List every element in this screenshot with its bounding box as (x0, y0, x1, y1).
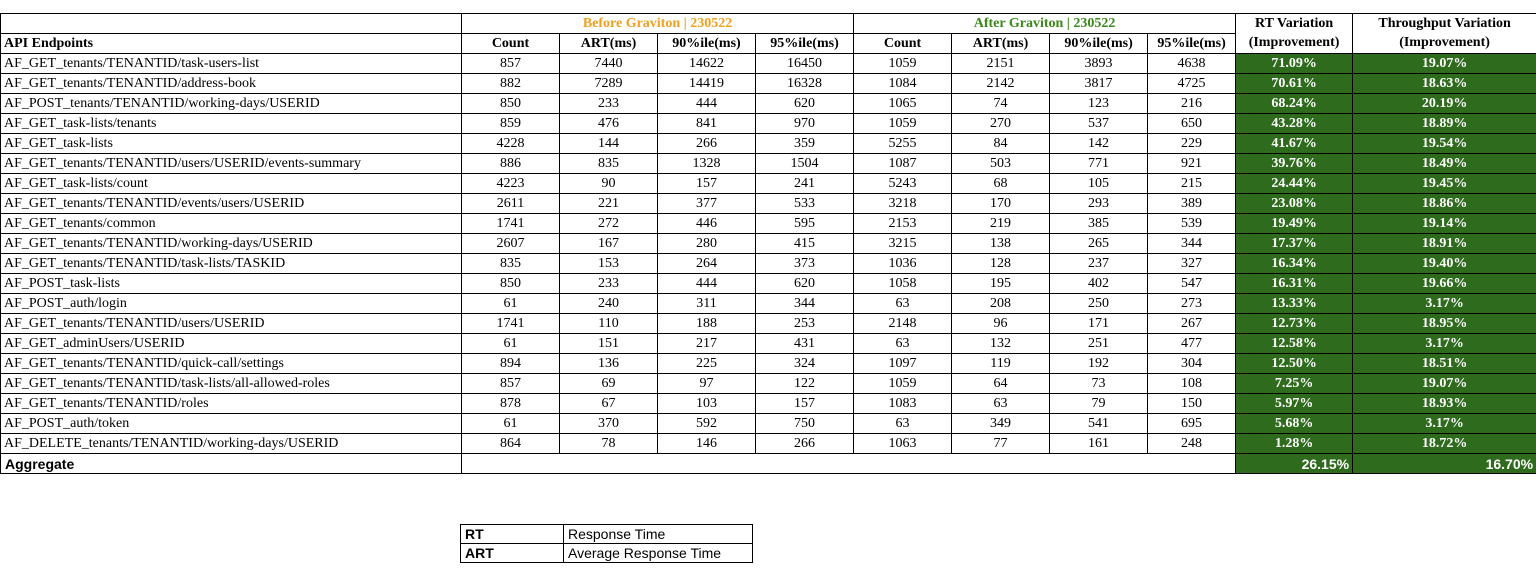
after-p90-cell: 79 (1050, 394, 1148, 414)
throughput-improvement-cell: 19.66% (1353, 274, 1536, 294)
before-count-cell: 850 (462, 274, 560, 294)
after-p95-cell: 327 (1148, 254, 1236, 274)
after-count-cell: 5243 (854, 174, 952, 194)
before-p90-header: 90%ile(ms) (658, 34, 756, 54)
table-row (1, 334, 1536, 354)
after-p90-cell: 142 (1050, 134, 1148, 154)
rt-improvement-cell: 16.31% (1236, 274, 1353, 294)
table-row (1, 314, 1536, 334)
after-art-cell: 77 (952, 434, 1050, 454)
throughput-improvement-cell: 3.17% (1353, 414, 1536, 434)
after-p90-cell: 293 (1050, 194, 1148, 214)
endpoint-cell: AF_GET_tenants/TENANTID/users/USERID (1, 314, 462, 334)
legend-key: RT (461, 525, 564, 544)
before-p95-cell: 16450 (756, 54, 854, 74)
before-p95-cell: 1504 (756, 154, 854, 174)
before-art-cell: 90 (560, 174, 658, 194)
rt-improvement-cell: 19.49% (1236, 214, 1353, 234)
before-count-cell: 4228 (462, 134, 560, 154)
rt-improvement-cell: 12.50% (1236, 354, 1353, 374)
throughput-improvement-cell: 19.54% (1353, 134, 1536, 154)
before-art-cell: 370 (560, 414, 658, 434)
after-p95-cell: 921 (1148, 154, 1236, 174)
rt-improvement-cell: 71.09% (1236, 54, 1353, 74)
table-row (1, 94, 1536, 114)
before-count-header: Count (462, 34, 560, 54)
before-count-cell: 894 (462, 354, 560, 374)
endpoint-cell: AF_POST_task-lists (1, 274, 462, 294)
after-p90-cell: 73 (1050, 374, 1148, 394)
before-p90-cell: 146 (658, 434, 756, 454)
before-p95-cell: 344 (756, 294, 854, 314)
after-p95-cell: 108 (1148, 374, 1236, 394)
before-art-cell: 240 (560, 294, 658, 314)
before-p90-cell: 444 (658, 274, 756, 294)
throughput-improvement-cell: 18.49% (1353, 154, 1536, 174)
after-art-cell: 2142 (952, 74, 1050, 94)
before-count-cell: 857 (462, 54, 560, 74)
before-art-cell: 110 (560, 314, 658, 334)
after-p95-cell: 304 (1148, 354, 1236, 374)
after-count-cell: 2148 (854, 314, 952, 334)
after-p90-cell: 250 (1050, 294, 1148, 314)
endpoint-cell: AF_POST_auth/token (1, 414, 462, 434)
endpoint-cell: AF_GET_tenants/TENANTID/roles (1, 394, 462, 414)
after-count-header: Count (854, 34, 952, 54)
after-art-cell: 138 (952, 234, 1050, 254)
after-art-cell: 84 (952, 134, 1050, 154)
after-count-cell: 1063 (854, 434, 952, 454)
throughput-improvement-cell: 19.07% (1353, 374, 1536, 394)
after-count-cell: 63 (854, 414, 952, 434)
after-p90-cell: 3817 (1050, 74, 1148, 94)
before-p95-cell: 373 (756, 254, 854, 274)
rt-improvement-cell: 12.73% (1236, 314, 1353, 334)
legend-value: Response Time (564, 525, 753, 544)
before-p90-cell: 311 (658, 294, 756, 314)
before-p95-header: 95%ile(ms) (756, 34, 854, 54)
before-p95-cell: 253 (756, 314, 854, 334)
before-p95-cell: 324 (756, 354, 854, 374)
before-p95-cell: 122 (756, 374, 854, 394)
after-art-cell: 503 (952, 154, 1050, 174)
after-p95-header: 95%ile(ms) (1148, 34, 1236, 54)
after-p90-cell: 237 (1050, 254, 1148, 274)
before-count-cell: 1741 (462, 214, 560, 234)
after-p95-cell: 344 (1148, 234, 1236, 254)
before-count-cell: 61 (462, 414, 560, 434)
legend-table (460, 524, 753, 563)
after-art-cell: 132 (952, 334, 1050, 354)
table-row (1, 74, 1536, 94)
before-art-cell: 151 (560, 334, 658, 354)
throughput-improvement-cell: 18.89% (1353, 114, 1536, 134)
throughput-improvement-cell: 18.91% (1353, 234, 1536, 254)
endpoint-cell: AF_GET_tenants/TENANTID/users/USERID/events-summary (1, 154, 462, 174)
after-p90-cell: 265 (1050, 234, 1148, 254)
throughput-improvement-cell: 19.40% (1353, 254, 1536, 274)
after-count-cell: 1097 (854, 354, 952, 374)
before-p90-cell: 97 (658, 374, 756, 394)
after-group-header: After Graviton | 230522 (854, 14, 1236, 34)
before-p95-cell: 620 (756, 274, 854, 294)
before-count-cell: 850 (462, 94, 560, 114)
throughput-improvement-cell: 20.19% (1353, 94, 1536, 114)
throughput-improvement-cell: 3.17% (1353, 294, 1536, 314)
endpoint-cell: AF_GET_tenants/TENANTID/address-book (1, 74, 462, 94)
after-count-cell: 1058 (854, 274, 952, 294)
rt-improvement-cell: 39.76% (1236, 154, 1353, 174)
before-p90-cell: 444 (658, 94, 756, 114)
before-p90-cell: 446 (658, 214, 756, 234)
before-art-cell: 233 (560, 274, 658, 294)
before-p90-cell: 841 (658, 114, 756, 134)
before-p95-cell: 595 (756, 214, 854, 234)
before-p90-cell: 592 (658, 414, 756, 434)
legend-key: ART (461, 544, 564, 563)
aggregate-empty-cell (462, 454, 1236, 474)
throughput-variation-header: Throughput Variation (1353, 14, 1536, 34)
before-p90-cell: 103 (658, 394, 756, 414)
after-count-cell: 3215 (854, 234, 952, 254)
group-header-row (1, 14, 1536, 34)
before-p90-cell: 280 (658, 234, 756, 254)
after-count-cell: 1059 (854, 114, 952, 134)
before-art-cell: 233 (560, 94, 658, 114)
after-art-cell: 63 (952, 394, 1050, 414)
before-p90-cell: 14622 (658, 54, 756, 74)
endpoint-cell: AF_GET_tenants/TENANTID/working-days/USERID (1, 234, 462, 254)
legend-row (461, 544, 753, 563)
endpoint-cell: AF_GET_task-lists/tenants (1, 114, 462, 134)
before-p90-cell: 264 (658, 254, 756, 274)
before-art-cell: 153 (560, 254, 658, 274)
before-count-cell: 859 (462, 114, 560, 134)
after-art-cell: 96 (952, 314, 1050, 334)
before-art-cell: 67 (560, 394, 658, 414)
throughput-improvement-cell: 18.95% (1353, 314, 1536, 334)
table-row (1, 434, 1536, 454)
after-p95-cell: 650 (1148, 114, 1236, 134)
before-count-cell: 878 (462, 394, 560, 414)
aggregate-rt-improvement: 26.15% (1236, 454, 1353, 474)
before-count-cell: 857 (462, 374, 560, 394)
rt-improvement-cell: 23.08% (1236, 194, 1353, 214)
after-count-cell: 1059 (854, 374, 952, 394)
before-p95-cell: 359 (756, 134, 854, 154)
after-p95-cell: 216 (1148, 94, 1236, 114)
endpoint-cell: AF_DELETE_tenants/TENANTID/working-days/USERID (1, 434, 462, 454)
rt-improvement-header: (Improvement) (1236, 34, 1353, 54)
after-count-cell: 63 (854, 334, 952, 354)
throughput-improvement-cell: 18.93% (1353, 394, 1536, 414)
before-count-cell: 886 (462, 154, 560, 174)
rt-improvement-cell: 41.67% (1236, 134, 1353, 154)
after-p90-cell: 3893 (1050, 54, 1148, 74)
before-p90-cell: 217 (658, 334, 756, 354)
after-p90-cell: 171 (1050, 314, 1148, 334)
after-art-cell: 2151 (952, 54, 1050, 74)
table-row (1, 394, 1536, 414)
throughput-improvement-cell: 18.86% (1353, 194, 1536, 214)
rt-improvement-cell: 12.58% (1236, 334, 1353, 354)
endpoint-cell: AF_GET_tenants/common (1, 214, 462, 234)
throughput-improvement-header: (Improvement) (1353, 34, 1536, 54)
table-row (1, 274, 1536, 294)
throughput-improvement-cell: 18.72% (1353, 434, 1536, 454)
after-p95-cell: 4725 (1148, 74, 1236, 94)
table-row (1, 374, 1536, 394)
after-p90-cell: 123 (1050, 94, 1148, 114)
endpoints-header: API Endpoints (1, 34, 462, 54)
endpoint-cell: AF_GET_task-lists (1, 134, 462, 154)
after-count-cell: 2153 (854, 214, 952, 234)
before-art-cell: 167 (560, 234, 658, 254)
before-art-cell: 7440 (560, 54, 658, 74)
after-p95-cell: 248 (1148, 434, 1236, 454)
before-p90-cell: 377 (658, 194, 756, 214)
after-art-cell: 68 (952, 174, 1050, 194)
rt-improvement-cell: 5.68% (1236, 414, 1353, 434)
table-row (1, 54, 1536, 74)
table-row (1, 234, 1536, 254)
before-count-cell: 864 (462, 434, 560, 454)
before-p95-cell: 241 (756, 174, 854, 194)
before-p90-cell: 225 (658, 354, 756, 374)
legend-value: Average Response Time (564, 544, 753, 563)
before-count-cell: 1741 (462, 314, 560, 334)
after-art-cell: 128 (952, 254, 1050, 274)
rt-improvement-cell: 1.28% (1236, 434, 1353, 454)
performance-table (0, 13, 1536, 474)
table-row (1, 294, 1536, 314)
before-p95-cell: 431 (756, 334, 854, 354)
after-p90-cell: 771 (1050, 154, 1148, 174)
after-p90-cell: 402 (1050, 274, 1148, 294)
after-count-cell: 3218 (854, 194, 952, 214)
endpoint-cell: AF_POST_tenants/TENANTID/working-days/USERID (1, 94, 462, 114)
rt-improvement-cell: 16.34% (1236, 254, 1353, 274)
table-row (1, 194, 1536, 214)
empty-header-cell (1, 14, 462, 34)
rt-variation-header: RT Variation (1236, 14, 1353, 34)
after-p95-cell: 4638 (1148, 54, 1236, 74)
before-p90-cell: 266 (658, 134, 756, 154)
endpoint-cell: AF_GET_tenants/TENANTID/events/users/USERID (1, 194, 462, 214)
after-p95-cell: 229 (1148, 134, 1236, 154)
after-p90-cell: 105 (1050, 174, 1148, 194)
rt-improvement-cell: 5.97% (1236, 394, 1353, 414)
after-p95-cell: 695 (1148, 414, 1236, 434)
before-p90-cell: 1328 (658, 154, 756, 174)
after-art-cell: 170 (952, 194, 1050, 214)
before-count-cell: 2611 (462, 194, 560, 214)
after-p90-header: 90%ile(ms) (1050, 34, 1148, 54)
before-art-cell: 835 (560, 154, 658, 174)
throughput-improvement-cell: 18.63% (1353, 74, 1536, 94)
after-p95-cell: 389 (1148, 194, 1236, 214)
before-p95-cell: 533 (756, 194, 854, 214)
aggregate-label: Aggregate (1, 454, 462, 474)
after-art-cell: 64 (952, 374, 1050, 394)
before-art-cell: 78 (560, 434, 658, 454)
before-p90-cell: 14419 (658, 74, 756, 94)
before-count-cell: 61 (462, 334, 560, 354)
rt-improvement-cell: 24.44% (1236, 174, 1353, 194)
endpoint-cell: AF_POST_auth/login (1, 294, 462, 314)
before-art-cell: 272 (560, 214, 658, 234)
throughput-improvement-cell: 19.07% (1353, 54, 1536, 74)
after-p90-cell: 537 (1050, 114, 1148, 134)
endpoint-cell: AF_GET_tenants/TENANTID/task-users-list (1, 54, 462, 74)
aggregate-throughput-improvement: 16.70% (1353, 454, 1536, 474)
rt-improvement-cell: 68.24% (1236, 94, 1353, 114)
after-art-cell: 195 (952, 274, 1050, 294)
before-count-cell: 2607 (462, 234, 560, 254)
table-row (1, 254, 1536, 274)
table-row (1, 154, 1536, 174)
before-p95-cell: 16328 (756, 74, 854, 94)
after-count-cell: 1059 (854, 54, 952, 74)
after-art-cell: 270 (952, 114, 1050, 134)
after-art-cell: 74 (952, 94, 1050, 114)
endpoint-cell: AF_GET_tenants/TENANTID/quick-call/settings (1, 354, 462, 374)
before-count-cell: 882 (462, 74, 560, 94)
before-art-cell: 144 (560, 134, 658, 154)
after-p95-cell: 477 (1148, 334, 1236, 354)
table-row (1, 134, 1536, 154)
before-art-header: ART(ms) (560, 34, 658, 54)
table-row (1, 114, 1536, 134)
before-p90-cell: 157 (658, 174, 756, 194)
after-p95-cell: 150 (1148, 394, 1236, 414)
throughput-improvement-cell: 19.45% (1353, 174, 1536, 194)
after-p95-cell: 273 (1148, 294, 1236, 314)
after-art-cell: 349 (952, 414, 1050, 434)
rt-improvement-cell: 7.25% (1236, 374, 1353, 394)
rt-improvement-cell: 17.37% (1236, 234, 1353, 254)
after-p90-cell: 251 (1050, 334, 1148, 354)
endpoint-cell: AF_GET_tenants/TENANTID/task-lists/all-allowed-roles (1, 374, 462, 394)
after-count-cell: 1065 (854, 94, 952, 114)
before-p95-cell: 620 (756, 94, 854, 114)
endpoint-cell: AF_GET_adminUsers/USERID (1, 334, 462, 354)
after-count-cell: 63 (854, 294, 952, 314)
after-art-cell: 208 (952, 294, 1050, 314)
before-group-header: Before Graviton | 230522 (462, 14, 854, 34)
throughput-improvement-cell: 3.17% (1353, 334, 1536, 354)
before-p95-cell: 266 (756, 434, 854, 454)
legend-row (461, 525, 753, 544)
after-p95-cell: 267 (1148, 314, 1236, 334)
before-p95-cell: 970 (756, 114, 854, 134)
before-count-cell: 61 (462, 294, 560, 314)
before-count-cell: 4223 (462, 174, 560, 194)
before-art-cell: 221 (560, 194, 658, 214)
after-p95-cell: 215 (1148, 174, 1236, 194)
after-count-cell: 1036 (854, 254, 952, 274)
after-p90-cell: 192 (1050, 354, 1148, 374)
table-row (1, 174, 1536, 194)
endpoint-cell: AF_GET_task-lists/count (1, 174, 462, 194)
before-p90-cell: 188 (658, 314, 756, 334)
before-p95-cell: 750 (756, 414, 854, 434)
rt-improvement-cell: 13.33% (1236, 294, 1353, 314)
after-count-cell: 1083 (854, 394, 952, 414)
after-art-cell: 219 (952, 214, 1050, 234)
before-art-cell: 136 (560, 354, 658, 374)
table-row (1, 414, 1536, 434)
after-count-cell: 5255 (854, 134, 952, 154)
after-p95-cell: 539 (1148, 214, 1236, 234)
after-art-cell: 119 (952, 354, 1050, 374)
after-p90-cell: 541 (1050, 414, 1148, 434)
after-p90-cell: 385 (1050, 214, 1148, 234)
before-p95-cell: 157 (756, 394, 854, 414)
column-header-row (1, 34, 1536, 54)
before-art-cell: 476 (560, 114, 658, 134)
aggregate-row (1, 454, 1536, 474)
throughput-improvement-cell: 18.51% (1353, 354, 1536, 374)
before-art-cell: 7289 (560, 74, 658, 94)
endpoint-cell: AF_GET_tenants/TENANTID/task-lists/TASKID (1, 254, 462, 274)
table-body (1, 54, 1536, 454)
after-art-header: ART(ms) (952, 34, 1050, 54)
throughput-improvement-cell: 19.14% (1353, 214, 1536, 234)
rt-improvement-cell: 70.61% (1236, 74, 1353, 94)
table-row (1, 354, 1536, 374)
table-row (1, 214, 1536, 234)
after-p95-cell: 547 (1148, 274, 1236, 294)
before-art-cell: 69 (560, 374, 658, 394)
after-count-cell: 1087 (854, 154, 952, 174)
rt-improvement-cell: 43.28% (1236, 114, 1353, 134)
after-p90-cell: 161 (1050, 434, 1148, 454)
after-count-cell: 1084 (854, 74, 952, 94)
before-p95-cell: 415 (756, 234, 854, 254)
before-count-cell: 835 (462, 254, 560, 274)
